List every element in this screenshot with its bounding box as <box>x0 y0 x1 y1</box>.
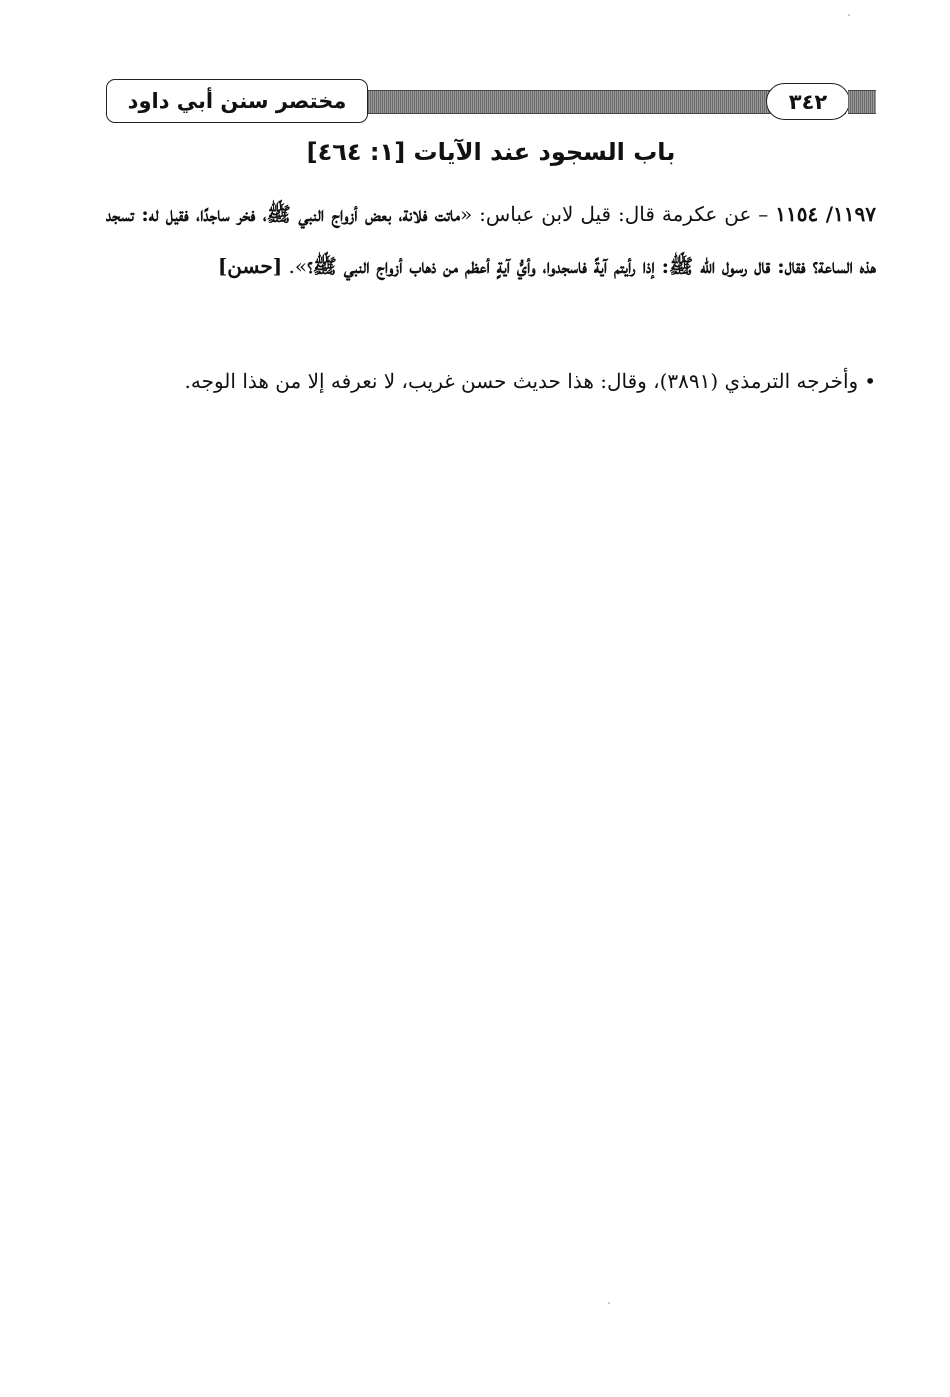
hadith-number: ١١٩٧/ ١١٥٤ <box>775 202 876 226</box>
hadith-text: ماتت فلانة، بعض أزواج النبي ﷺ، فخر ساجدًا، فقيل له: تسجد هذه الساعة؟ فقال: قال رسول الله ﷺ: إذا رأيتم آيةً فاسجدوا، وأيُّ آيةٍ أعظم من ذهاب أزواج النبي ﷺ؟ <box>106 202 876 278</box>
hadith-intro: – عن عكرمة قال: قيل لابن عباس: « <box>459 202 776 226</box>
note-text: وأخرجه الترمذي (٣٨٩١)، وقال: هذا حديث حسن غريب، لا نعرفه إلا من هذا الوجه. <box>184 369 859 393</box>
takhrij-note <box>106 352 876 410</box>
hadith-paragraph <box>106 188 876 292</box>
page-number: ٣٤٢ <box>788 89 828 114</box>
note-bullet: • <box>864 369 876 393</box>
hadith-quote-close: ». <box>282 254 308 278</box>
header-rule-end <box>848 90 876 114</box>
scan-speck <box>848 14 850 16</box>
chapter-heading <box>106 132 876 172</box>
book-title: مختصر سنن أبي داود <box>127 89 347 113</box>
page-number-badge <box>766 83 850 120</box>
chapter-title: باب السجود عند الآيات [١: ٤٦٤] <box>306 138 676 166</box>
running-header <box>106 79 876 125</box>
book-title-box <box>106 79 368 123</box>
scan-speck <box>608 1302 610 1304</box>
hadith-grade: [حسن] <box>217 254 283 278</box>
